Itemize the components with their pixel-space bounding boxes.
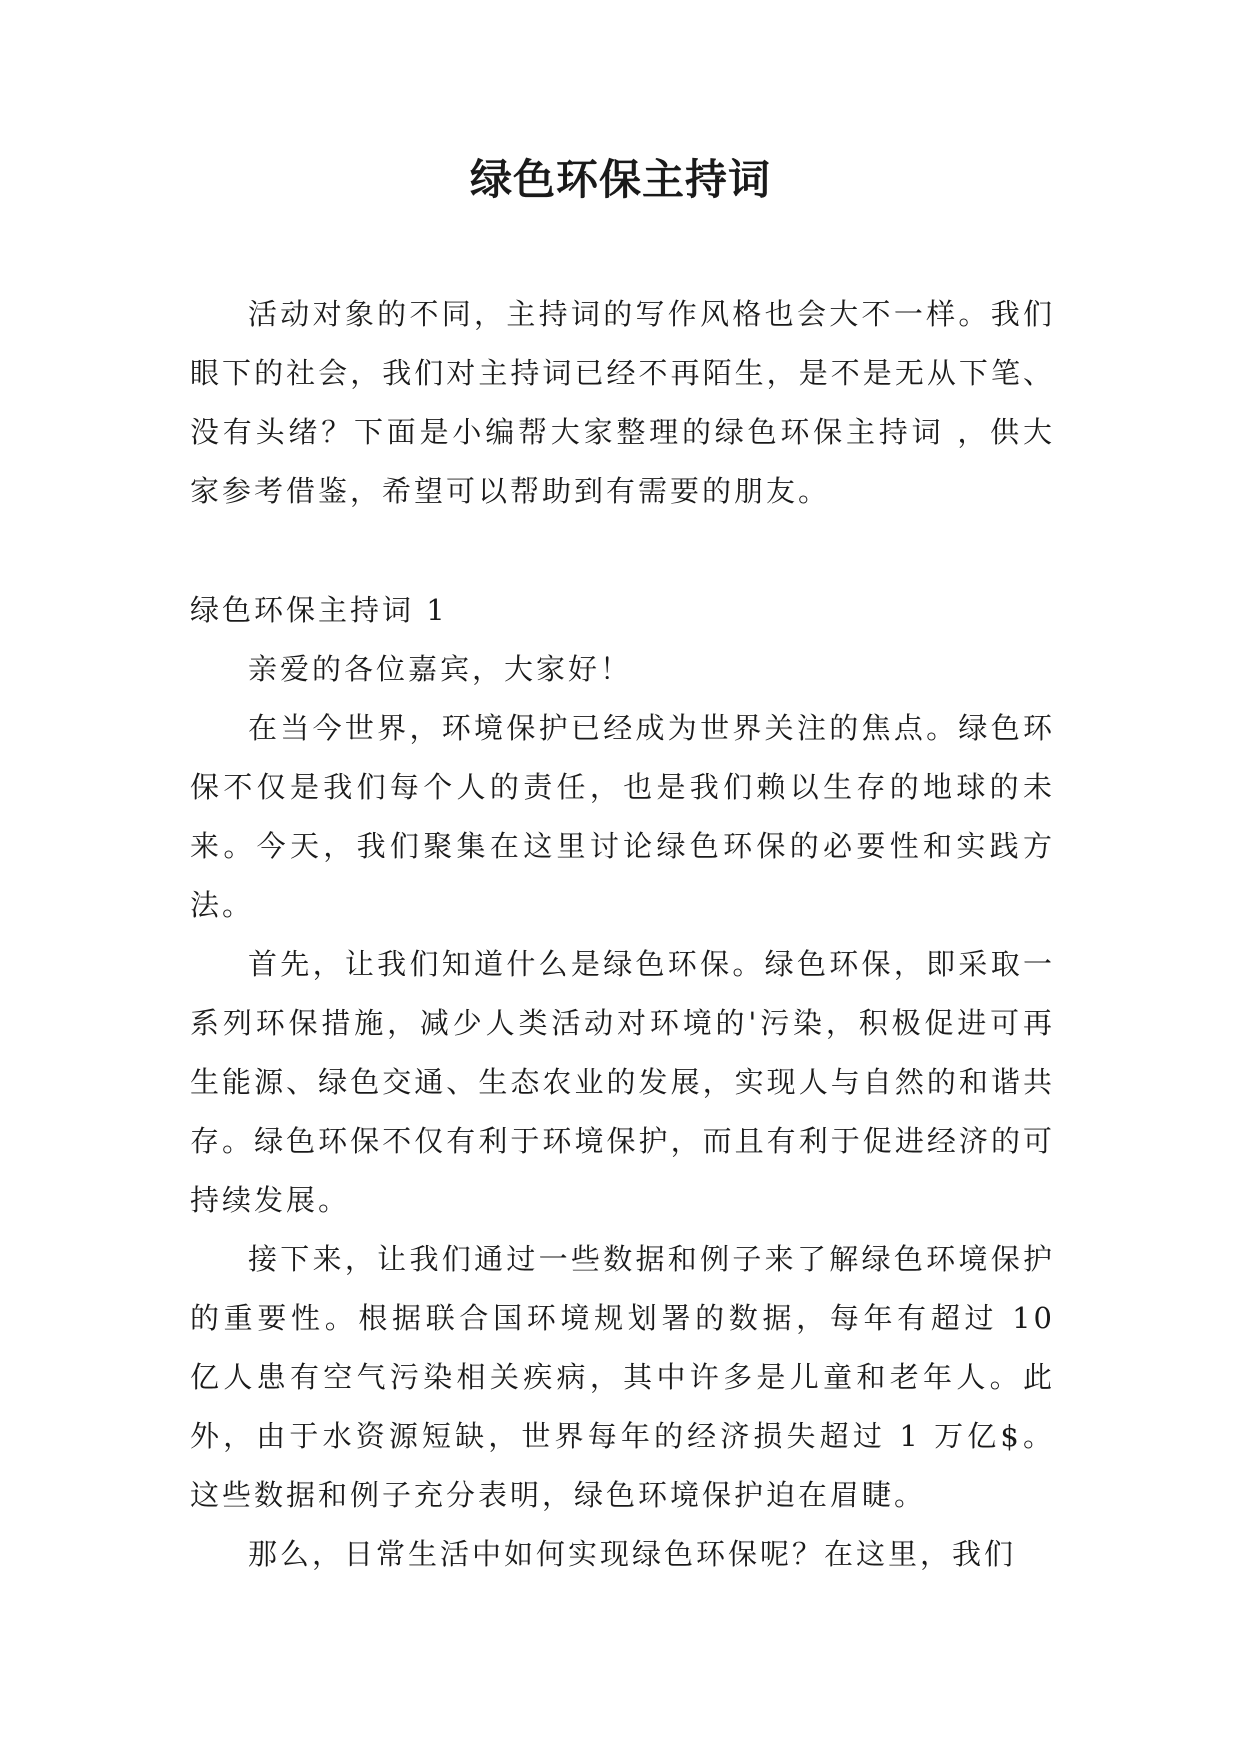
body-paragraph: 首先，让我们知道什么是绿色环保。绿色环保，即采取一系列环保措施，减少人类活动对环境的'污染，积极促进可再生能源、绿色交通、生态农业的发展，实现人与自然的和谐共存。绿色环保不仅有利于环境保护，而且有利于促进经济的可持续发展。 [190,947,1055,1217]
document-body [190,285,1055,1584]
greeting-paragraph: 亲爱的各位嘉宾，大家好！ [248,652,633,686]
body-paragraph: 接下来，让我们通过一些数据和例子来了解绿色环境保护的重要性。根据联合国环境规划署的数据，每年有超过 10 亿人患有空气污染相关疾病，其中许多是儿童和老年人。此外，由于水资源短缺，世界每年的经济损失超过 1 万亿$。这些数据和例子充分表明，绿色环境保护迫在眉睫。 [190,1242,1055,1512]
body-paragraph: 那么，日常生活中如何实现绿色环保呢？在这里，我们 [248,1537,1017,1571]
intro-paragraph: 活动对象的不同，主持词的写作风格也会大不一样。我们眼下的社会，我们对主持词已经不再陌生，是不是无从下笔、没有头绪？下面是小编帮大家整理的绿色环保主持词 ，供大家参考借鉴，希望可以帮助到有需要的朋友。 [190,297,1055,508]
body-paragraph: 在当今世界，环境保护已经成为世界关注的焦点。绿色环保不仅是我们每个人的责任，也是我们赖以生存的地球的未来。今天，我们聚集在这里讨论绿色环保的必要性和实践方法。 [190,711,1055,922]
section-heading: 绿色环保主持词 1 [190,593,448,627]
document-title: 绿色环保主持词 [469,155,771,204]
